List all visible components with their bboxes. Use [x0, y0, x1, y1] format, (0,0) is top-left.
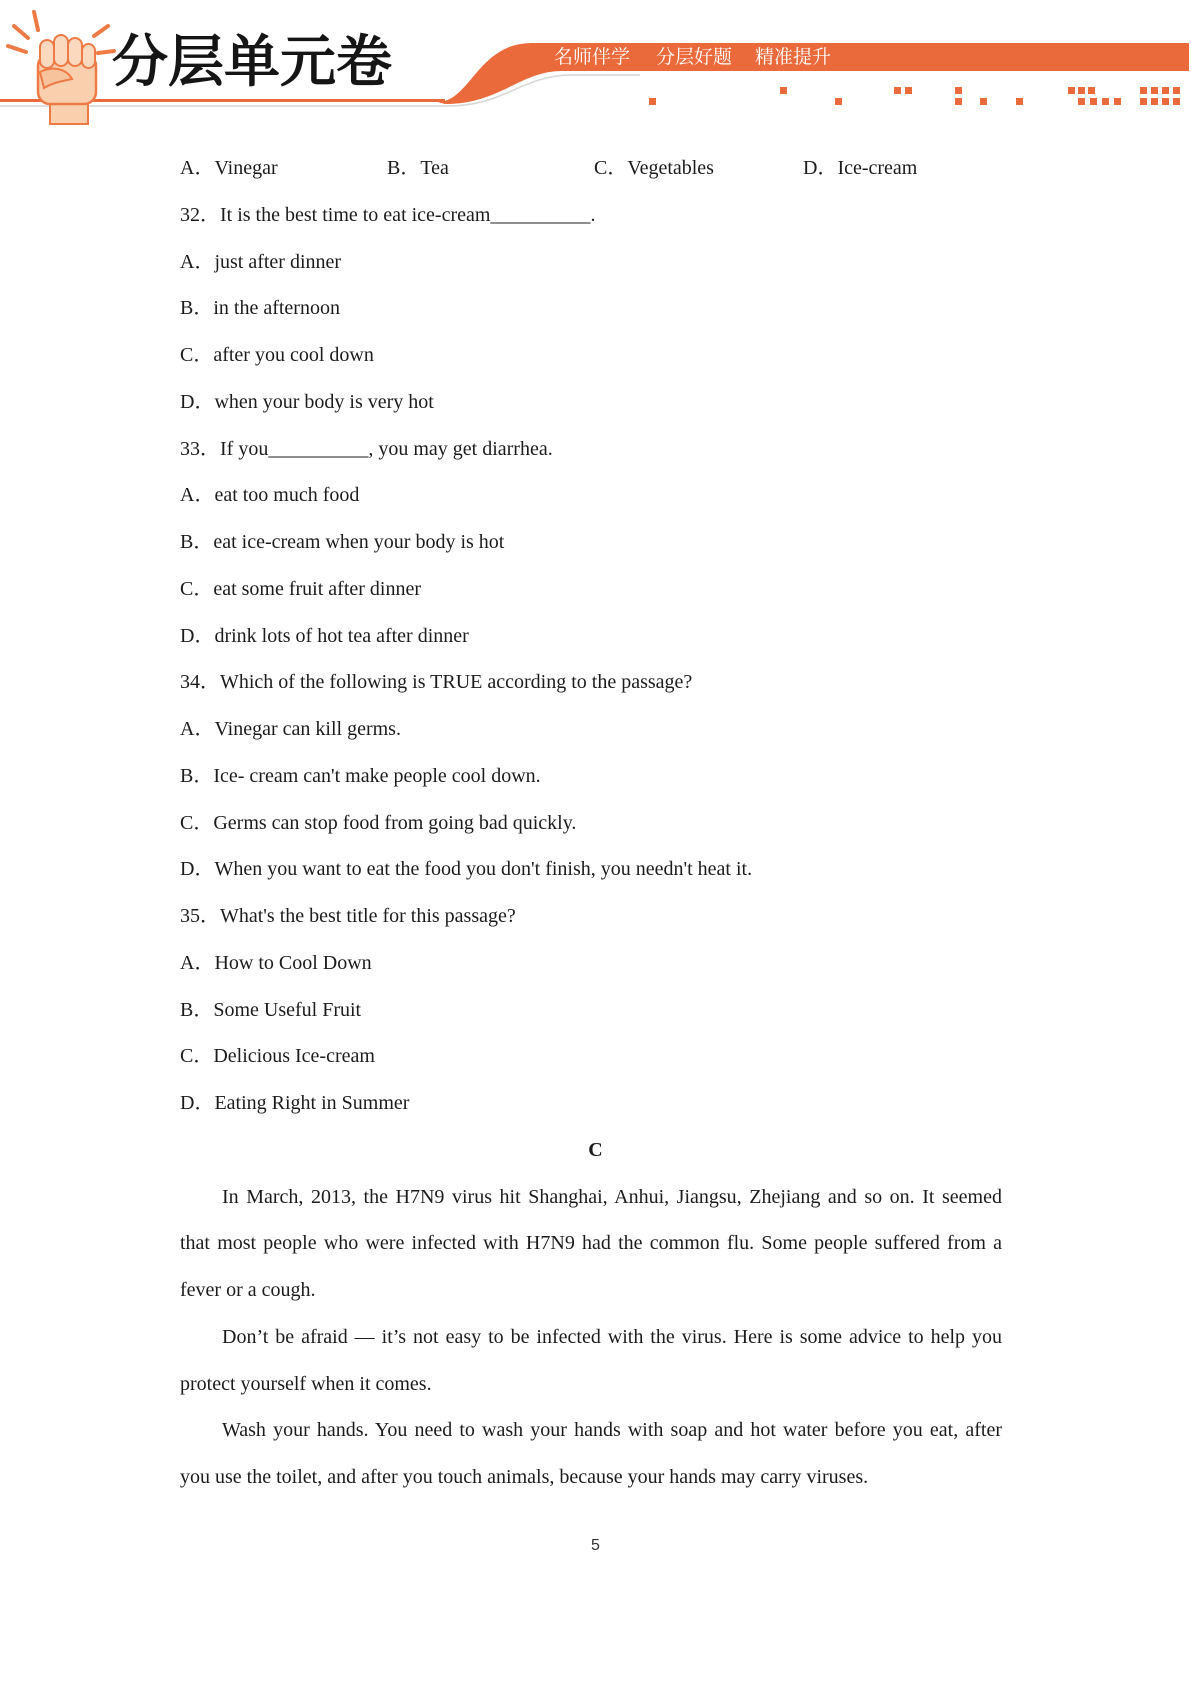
option-d: D．Eating Right in Summer	[180, 1092, 410, 1114]
option-b: B．in the afternoon	[180, 297, 340, 320]
paragraph-line: fever or a cough.	[180, 1279, 316, 1301]
paragraph-line: Don’t be afraid — it’s not easy to be infected with the virus. Here is some advice to help you	[222, 1325, 1002, 1348]
paragraph-line: you use the toilet, and after you touch animals, because your hands may carry viruses.	[180, 1466, 869, 1488]
slogan-2: 分层好题	[656, 46, 733, 68]
option-a: A．Vinegar	[180, 157, 278, 179]
question-stem: 34．Which of the following is TRUE according to the passage?	[180, 671, 693, 694]
section-heading: C	[588, 1138, 603, 1161]
question-stem: 32．It is the best time to eat ice-cream__________.	[180, 203, 596, 226]
option-b: B．Some Useful Fruit	[180, 998, 362, 1021]
option-d: D．Ice-cream	[803, 157, 918, 179]
option-d: D．when your body is very hot	[180, 390, 434, 413]
option-a: A．How to Cool Down	[180, 951, 372, 974]
slogan-1: 名师伴学	[554, 46, 631, 68]
option-a: A．eat too much food	[180, 484, 360, 507]
paragraph-line: In March, 2013, the H7N9 virus hit Shanghai, Anhui, Jiangsu, Zhejiang and so on. It seemed	[222, 1185, 1002, 1208]
option-b: B．Tea	[387, 157, 449, 179]
option-b: B．eat ice-cream when your body is hot	[180, 531, 505, 553]
option-b: B．Ice- cream can't make people cool down.	[180, 764, 541, 787]
slogan-3: 精准提升	[755, 46, 832, 68]
option-c: C．Vegetables	[594, 157, 714, 179]
option-c: C．Germs can stop food from going bad quickly.	[180, 811, 577, 834]
option-d: D．drink lots of hot tea after dinner	[180, 624, 469, 647]
worksheet-body	[180, 145, 1002, 1501]
page-number: 5	[591, 1537, 600, 1554]
option-c: C．after you cool down	[180, 344, 374, 366]
paragraph-line: that most people who were infected with H7N9 had the common flu. Some people suffered from a	[180, 1232, 1002, 1255]
raised-fist-icon	[8, 12, 114, 124]
paragraph-line: Wash your hands. You need to wash your hands with soap and hot water before you eat, after	[222, 1419, 1002, 1442]
continued-options-row	[180, 145, 1002, 192]
option-a: A．just after dinner	[180, 250, 342, 273]
option-c: C．Delicious Ice-cream	[180, 1045, 375, 1068]
option-a: A．Vinegar can kill germs.	[180, 718, 401, 740]
question-stem: 33．If you__________, you may get diarrhea.	[180, 437, 553, 460]
option-c: C．eat some fruit after dinner	[180, 577, 422, 600]
question-stem: 35．What's the best title for this passage?	[180, 905, 516, 927]
paragraph-line: protect yourself when it comes.	[180, 1372, 432, 1395]
option-d: D．When you want to eat the food you don't finish, you needn't heat it.	[180, 858, 753, 881]
series-title: 分层单元卷	[112, 30, 392, 95]
decorative-squares	[649, 87, 1180, 105]
